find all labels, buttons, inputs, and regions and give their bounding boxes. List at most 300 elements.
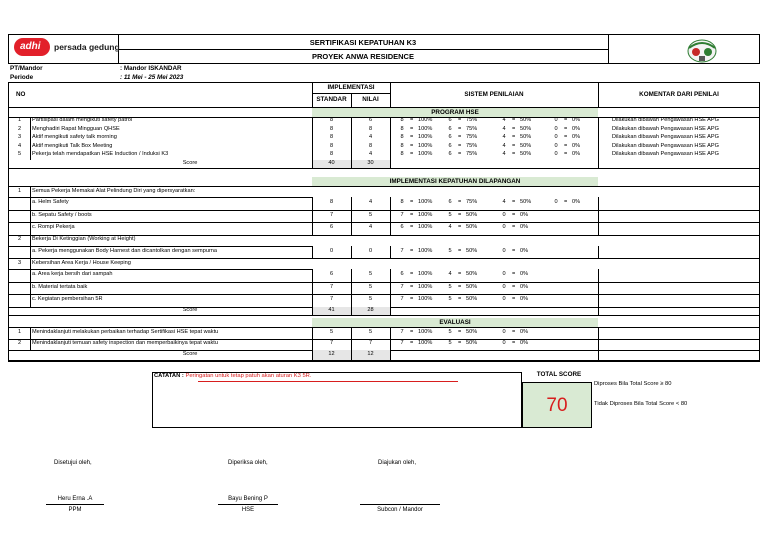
row-divider — [8, 222, 760, 223]
score-equals: = — [410, 151, 414, 158]
section-program-hse: PROGRAM HSE — [312, 108, 598, 117]
score-percent: 75% — [466, 151, 478, 158]
row-criteria: Aktif mengikuti Talk Box Meeting — [32, 142, 113, 149]
row-no: 3 — [18, 134, 22, 141]
score-percent: 100% — [418, 328, 433, 335]
score-equals: = — [458, 125, 462, 132]
score-equals: = — [458, 271, 462, 278]
row-comment: Dilakukan dibawah Pengawasan HSE APG — [612, 125, 719, 132]
score-percent: 50% — [466, 271, 478, 278]
col-divider — [30, 294, 31, 307]
row-comment: Dilakukan dibawah Pengawasan HSE APG — [612, 134, 719, 141]
score-points: 6 — [400, 271, 404, 278]
col-divider — [390, 160, 391, 169]
score-percent: 0% — [572, 151, 581, 158]
row-criteria: Menghadiri Rapat Mingguan QHSE — [32, 125, 120, 132]
score-equals: = — [458, 340, 462, 347]
score-points: 4 — [448, 271, 452, 278]
group-title: Semua Pekerja Memakai Alat Pelindung Diri yang dipersyaratkan: — [32, 187, 196, 194]
col-divider — [312, 160, 313, 169]
row-divider — [8, 269, 312, 270]
row-standar: 7 — [329, 283, 334, 290]
score-points: 7 — [400, 328, 404, 335]
score-percent: 0% — [572, 199, 581, 206]
col-divider — [312, 350, 313, 360]
score-points: 5 — [448, 283, 452, 290]
score-points: 7 — [400, 247, 404, 254]
score-points: 8 — [400, 142, 404, 149]
col-nilai: NILAI — [362, 96, 379, 103]
row-divider — [8, 197, 312, 198]
score-equals: = — [564, 142, 568, 149]
score-points: 8 — [400, 117, 404, 124]
row-nilai: 5 — [368, 283, 373, 290]
catatan-label: CATATAN : — [154, 373, 184, 379]
score-percent: 100% — [418, 117, 433, 124]
col-standar: STANDAR — [316, 96, 347, 103]
score-equals: = — [564, 199, 568, 206]
col-divider — [598, 210, 599, 223]
score-points: 0 — [502, 283, 506, 290]
score-percent: 100% — [418, 224, 433, 231]
score-equals: = — [458, 296, 462, 303]
col-divider — [598, 246, 599, 259]
row-nilai: 4 — [368, 134, 373, 141]
row-nilai: 0 — [368, 247, 373, 254]
score-equals: = — [410, 247, 414, 254]
score-percent: 0% — [520, 340, 529, 347]
score-equals: = — [458, 142, 462, 149]
score-points: 0 — [502, 340, 506, 347]
col-divider — [351, 307, 352, 315]
score-points: 4 — [502, 125, 506, 132]
score-standar-total: 40 — [328, 159, 335, 166]
company-logo — [14, 38, 120, 60]
score-equals: = — [512, 271, 516, 278]
group-title: Kebersihan Area Kerja / House Keeping — [32, 259, 131, 266]
score-equals: = — [564, 117, 568, 124]
score-percent: 0% — [520, 271, 529, 278]
row-no: 5 — [18, 151, 22, 158]
score-points: 5 — [448, 328, 452, 335]
row-no: 4 — [18, 142, 22, 149]
score-points: 6 — [448, 142, 452, 149]
score-percent: 100% — [418, 296, 433, 303]
row-nilai: 4 — [368, 199, 373, 206]
score-equals: = — [410, 125, 414, 132]
row-standar: 0 — [329, 247, 334, 254]
sign-name-approver: Heru Erna .A — [57, 496, 93, 502]
score-equals: = — [512, 283, 516, 290]
row-criteria: c. Rompi Pekerja — [32, 224, 75, 231]
row-divider — [8, 186, 760, 187]
group-no: 1 — [18, 187, 22, 194]
score-equals: = — [410, 271, 414, 278]
row-criteria: Partisipasi dalam mengikuti safety patrol — [32, 117, 133, 124]
score-percent: 75% — [466, 134, 478, 141]
row-criteria: a. Helm Safety — [32, 199, 69, 206]
score-equals: = — [512, 117, 516, 124]
score-percent: 100% — [418, 247, 433, 254]
col-divider — [390, 197, 391, 210]
score-equals: = — [410, 134, 414, 141]
row-standar: 7 — [329, 211, 334, 218]
periode-value: : 11 Mei - 25 Mei 2023 — [120, 74, 184, 81]
row-criteria: Menindaklanjuti temuan safety inspection dan memperbaikinya tepat waktu — [32, 340, 218, 347]
score-percent: 100% — [418, 199, 433, 206]
score-points: 5 — [448, 247, 452, 254]
col-divider — [390, 246, 391, 259]
score-points: 5 — [448, 296, 452, 303]
company-name: persada gedung — [54, 42, 120, 52]
score-percent: 50% — [466, 247, 478, 254]
row-criteria: Aktif mengikuti safety talk morning — [32, 134, 117, 141]
score-points: 0 — [554, 134, 558, 141]
row-criteria: Menindaklanjuti melakukan perbaikan terhadap Sertifikasi HSE tepat waktu — [32, 328, 219, 335]
row-standar: 7 — [329, 340, 334, 347]
score-percent: 100% — [418, 151, 433, 158]
score-points: 0 — [502, 328, 506, 335]
score-percent: 50% — [520, 142, 532, 149]
col-divider — [390, 210, 391, 223]
score-percent: 50% — [466, 340, 478, 347]
col-divider — [390, 294, 391, 307]
score-percent: 50% — [520, 151, 532, 158]
score-equals: = — [458, 199, 462, 206]
col-divider — [598, 327, 599, 339]
score-percent: 75% — [466, 117, 478, 124]
row-standar: 6 — [329, 224, 334, 231]
row-standar: 8 — [329, 142, 334, 149]
score-percent: 0% — [520, 224, 529, 231]
col-divider — [30, 117, 31, 126]
col-divider — [390, 126, 391, 135]
score-points: 8 — [400, 199, 404, 206]
catatan-text: Peringatan untuk tetap patuh akan aturan K3 5R. — [185, 373, 312, 379]
score-percent: 50% — [466, 296, 478, 303]
score-points: 0 — [554, 117, 558, 124]
score-percent: 0% — [520, 296, 529, 303]
col-divider — [598, 160, 599, 169]
col-divider — [30, 143, 31, 152]
col-divider — [598, 143, 599, 152]
row-divider — [8, 315, 760, 316]
score-percent: 0% — [572, 134, 581, 141]
score-percent: 0% — [520, 283, 529, 290]
col-divider — [390, 151, 391, 160]
score-points: 4 — [502, 151, 506, 158]
pt-value: : Mandor ISKANDAR — [120, 65, 182, 72]
score-percent: 0% — [572, 117, 581, 124]
score-points: 4 — [502, 199, 506, 206]
row-nilai: 5 — [368, 211, 373, 218]
row-standar: 8 — [329, 117, 334, 124]
score-equals: = — [458, 328, 462, 335]
row-divider — [8, 282, 760, 283]
project-emblem-icon — [684, 36, 720, 64]
row-nilai: 4 — [368, 151, 373, 158]
col-divider — [30, 210, 31, 223]
score-equals: = — [512, 134, 516, 141]
score-percent: 100% — [418, 134, 433, 141]
score-equals: = — [512, 142, 516, 149]
project-title: PROYEK ANWA RESIDENCE — [312, 52, 414, 61]
total-score-value: 70 — [546, 395, 568, 416]
score-points: 0 — [502, 224, 506, 231]
sign-title-checker: Diperiksa oleh, — [228, 460, 268, 466]
col-implementasi: IMPLEMENTASI — [327, 84, 375, 91]
score-equals: = — [512, 328, 516, 335]
score-equals: = — [410, 340, 414, 347]
col-divider — [390, 282, 391, 295]
score-percent: 50% — [466, 224, 478, 231]
col-divider — [390, 117, 391, 126]
col-divider — [598, 350, 599, 360]
row-nilai: 5 — [368, 296, 373, 303]
col-divider — [390, 143, 391, 152]
col-divider — [598, 294, 599, 307]
score-percent: 0% — [520, 328, 529, 335]
col-divider — [390, 222, 391, 235]
score-percent: 100% — [418, 340, 433, 347]
group-no: 3 — [18, 259, 22, 266]
col-divider — [598, 339, 599, 351]
score-equals: = — [458, 283, 462, 290]
group-no: 2 — [18, 236, 22, 242]
row-no: 2 — [18, 340, 22, 347]
score-equals: = — [410, 211, 414, 218]
score-points: 8 — [400, 134, 404, 141]
col-divider — [351, 160, 352, 169]
col-divider — [30, 235, 31, 246]
col-divider — [30, 126, 31, 135]
col-divider — [598, 282, 599, 295]
score-equals: = — [410, 328, 414, 335]
score-points: 0 — [554, 199, 558, 206]
score-percent: 0% — [520, 247, 529, 254]
catatan-underline — [198, 381, 458, 382]
score-points: 6 — [400, 224, 404, 231]
score-equals: = — [410, 283, 414, 290]
score-percent: 50% — [520, 117, 532, 124]
rule-rejected: Tidak Diproses Bila Total Score < 80 — [594, 401, 688, 407]
score-label: Score — [182, 351, 198, 357]
row-comment: Dilakukan dibawah Pengawasan HSE APG — [612, 142, 719, 149]
row-nilai: 8 — [368, 142, 373, 149]
score-equals: = — [410, 296, 414, 303]
row-standar: 5 — [329, 328, 334, 335]
catatan — [154, 374, 311, 380]
score-equals: = — [410, 117, 414, 124]
score-percent: 50% — [520, 134, 532, 141]
score-percent: 100% — [418, 211, 433, 218]
logo-text: adhi — [20, 41, 41, 52]
row-nilai: 6 — [368, 117, 373, 124]
score-points: 0 — [554, 142, 558, 149]
score-points: 6 — [448, 125, 452, 132]
score-standar-total: 12 — [328, 351, 335, 357]
score-points: 8 — [400, 125, 404, 132]
score-equals: = — [512, 199, 516, 206]
score-equals: = — [564, 125, 568, 132]
score-percent: 75% — [466, 199, 478, 206]
row-divider — [8, 168, 760, 169]
row-criteria: Pekerja telah mendapatkan HSE Induction / Induksi K3 — [32, 151, 169, 158]
row-standar: 8 — [329, 125, 334, 132]
score-equals: = — [512, 296, 516, 303]
col-divider — [30, 197, 31, 210]
score-equals: = — [410, 142, 414, 149]
score-equals: = — [512, 211, 516, 218]
score-equals: = — [512, 340, 516, 347]
col-divider — [598, 222, 599, 235]
score-points: 5 — [448, 211, 452, 218]
score-points: 5 — [448, 340, 452, 347]
col-divider — [30, 222, 31, 235]
score-label: Score — [182, 159, 198, 166]
row-standar: 6 — [329, 271, 334, 278]
col-sistem: SISTEM PENILAIAN — [464, 91, 524, 98]
row-standar: 7 — [329, 296, 334, 303]
score-points: 6 — [448, 134, 452, 141]
col-divider — [30, 269, 31, 282]
score-nilai-total: 30 — [367, 159, 374, 166]
col-divider — [30, 327, 31, 339]
score-points: 4 — [502, 117, 506, 124]
col-divider — [598, 117, 599, 126]
score-equals: = — [564, 134, 568, 141]
score-equals: = — [410, 199, 414, 206]
score-percent: 100% — [418, 283, 433, 290]
col-divider — [30, 258, 31, 269]
score-equals: = — [410, 224, 414, 231]
row-nilai: 4 — [368, 224, 373, 231]
row-comment: Dilakukan dibawah Pengawasan HSE APG — [612, 117, 719, 124]
row-nilai: 5 — [368, 271, 373, 278]
sign-title-approver: Disetujui oleh, — [54, 460, 92, 466]
sign-title-submitter: Diajukan oleh, — [378, 460, 417, 466]
score-percent: 50% — [466, 211, 478, 218]
row-no: 1 — [18, 117, 22, 124]
col-divider — [390, 327, 391, 339]
score-nilai-total: 12 — [367, 351, 374, 357]
score-percent: 50% — [466, 283, 478, 290]
col-divider — [390, 350, 391, 360]
row-criteria: c. Kegiatan pembersihan 5R — [32, 296, 103, 303]
col-divider — [598, 151, 599, 160]
score-points: 7 — [400, 211, 404, 218]
score-equals: = — [512, 224, 516, 231]
score-points: 7 — [400, 296, 404, 303]
row-criteria: a. Area kerja bersih dari sampah — [32, 271, 113, 278]
score-points: 4 — [448, 224, 452, 231]
row-no: 1 — [18, 328, 22, 335]
score-percent: 0% — [572, 125, 581, 132]
score-percent: 0% — [572, 142, 581, 149]
score-points: 8 — [400, 151, 404, 158]
score-equals: = — [512, 125, 516, 132]
score-points: 0 — [554, 151, 558, 158]
total-score-label: TOTAL SCORE — [536, 371, 582, 378]
score-points: 6 — [448, 199, 452, 206]
col-divider — [598, 126, 599, 135]
row-divider — [8, 327, 760, 328]
score-equals: = — [458, 151, 462, 158]
group-title: Bekerja Di Ketinggian (Working at Height) — [32, 236, 136, 242]
score-equals: = — [458, 211, 462, 218]
score-points: 0 — [502, 296, 506, 303]
col-divider — [30, 339, 31, 351]
row-nilai: 8 — [368, 125, 373, 132]
col-divider — [390, 307, 391, 315]
col-divider — [598, 307, 599, 315]
score-standar-total: 41 — [328, 306, 335, 313]
row-nilai: 7 — [368, 340, 373, 347]
score-points: 6 — [448, 151, 452, 158]
score-points: 0 — [502, 271, 506, 278]
row-divider — [8, 246, 312, 247]
score-nilai-total: 28 — [367, 306, 374, 313]
score-percent: 100% — [418, 271, 433, 278]
score-equals: = — [512, 247, 516, 254]
row-standar: 8 — [329, 199, 334, 206]
row-criteria: b. Sepatu Safety / boots — [32, 211, 92, 218]
score-points: 0 — [502, 247, 506, 254]
score-equals: = — [458, 117, 462, 124]
sign-name-checker: Bayu Bening P — [228, 496, 268, 502]
score-percent: 50% — [520, 199, 532, 206]
col-divider — [390, 134, 391, 143]
score-percent: 50% — [466, 328, 478, 335]
score-equals: = — [458, 134, 462, 141]
col-divider — [390, 269, 391, 282]
col-divider — [312, 307, 313, 315]
score-points: 4 — [502, 142, 506, 149]
score-equals: = — [512, 151, 516, 158]
score-points: 4 — [502, 134, 506, 141]
col-no: NO — [16, 91, 26, 98]
score-points: 6 — [448, 117, 452, 124]
row-divider — [8, 210, 760, 211]
col-divider — [351, 350, 352, 360]
score-points: 0 — [554, 125, 558, 132]
score-equals: = — [458, 224, 462, 231]
row-divider — [8, 258, 760, 259]
score-equals: = — [564, 151, 568, 158]
row-comment: Dilakukan dibawah Pengawasan HSE APG — [612, 151, 719, 158]
score-label: Score — [182, 306, 198, 313]
col-divider — [30, 134, 31, 143]
periode-label: Periode — [10, 74, 34, 81]
score-equals: = — [458, 247, 462, 254]
col-divider — [30, 282, 31, 295]
row-standar: 8 — [329, 134, 334, 141]
col-divider — [30, 151, 31, 160]
col-divider — [30, 186, 31, 197]
sign-role-approver: PPM — [68, 507, 82, 513]
col-divider — [598, 197, 599, 210]
sign-role-checker: HSE — [241, 507, 255, 513]
col-divider — [598, 269, 599, 282]
row-criteria: a. Pekerja menggunakan Body Harnest dan dicantolkan dengan sempurna — [32, 247, 218, 254]
row-divider — [8, 360, 760, 361]
section-lapangan: IMPLEMENTASI KEPATUHAN DILAPANGAN — [312, 177, 598, 186]
row-criteria: b. Material tertata baik — [32, 283, 88, 290]
score-percent: 75% — [466, 125, 478, 132]
score-percent: 100% — [418, 125, 433, 132]
row-divider — [8, 294, 760, 295]
score-points: 0 — [502, 211, 506, 218]
